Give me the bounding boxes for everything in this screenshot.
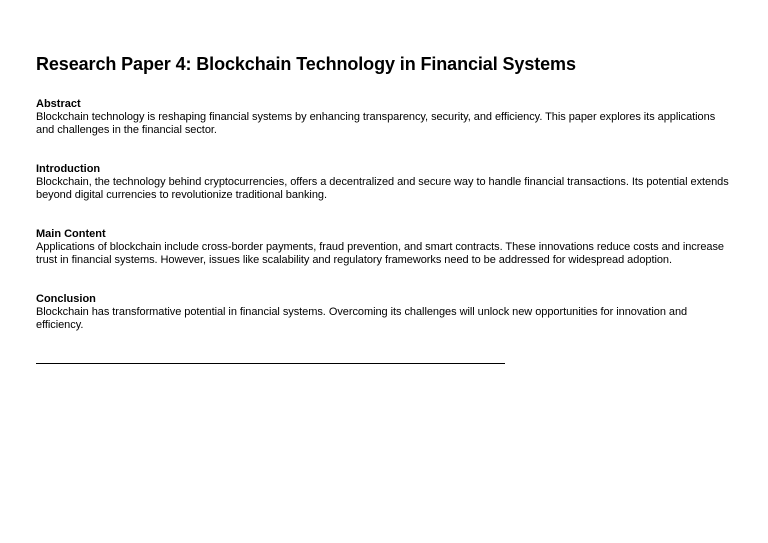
section-heading-conclusion: Conclusion [36, 293, 96, 305]
section-body-abstract: Blockchain technology is reshaping financial systems by enhancing transparency, security, and efficiency. This paper explores its applications and challenges in the financial sector. [36, 111, 716, 136]
paper-title: Research Paper 4: Blockchain Technology in Financial Systems [36, 54, 576, 74]
section-heading-introduction: Introduction [36, 163, 101, 175]
section-body-conclusion: Blockchain has transformative potential in financial systems. Overcoming its challenges will unlock new opportunities for innovation and efficiency. [36, 306, 688, 331]
section-introduction [36, 163, 736, 202]
section-heading-abstract: Abstract [36, 98, 81, 110]
section-abstract [36, 98, 736, 137]
horizontal-rule [36, 363, 505, 364]
section-body-introduction: Blockchain, the technology behind cryptocurrencies, offers a decentralized and secure way to handle financial transactions. Its potential extends beyond digital currencies to revolutionize traditional banking. [36, 176, 729, 201]
section-conclusion [36, 293, 736, 332]
section-body-main-content: Applications of blockchain include cross-border payments, fraud prevention, and smart contracts. These innovations reduce costs and increase trust in financial systems. However, issues like scalability and regulatory frameworks need to be addressed for widespread adoption. [36, 241, 725, 266]
section-main-content [36, 228, 736, 267]
section-heading-main-content: Main Content [36, 228, 106, 240]
